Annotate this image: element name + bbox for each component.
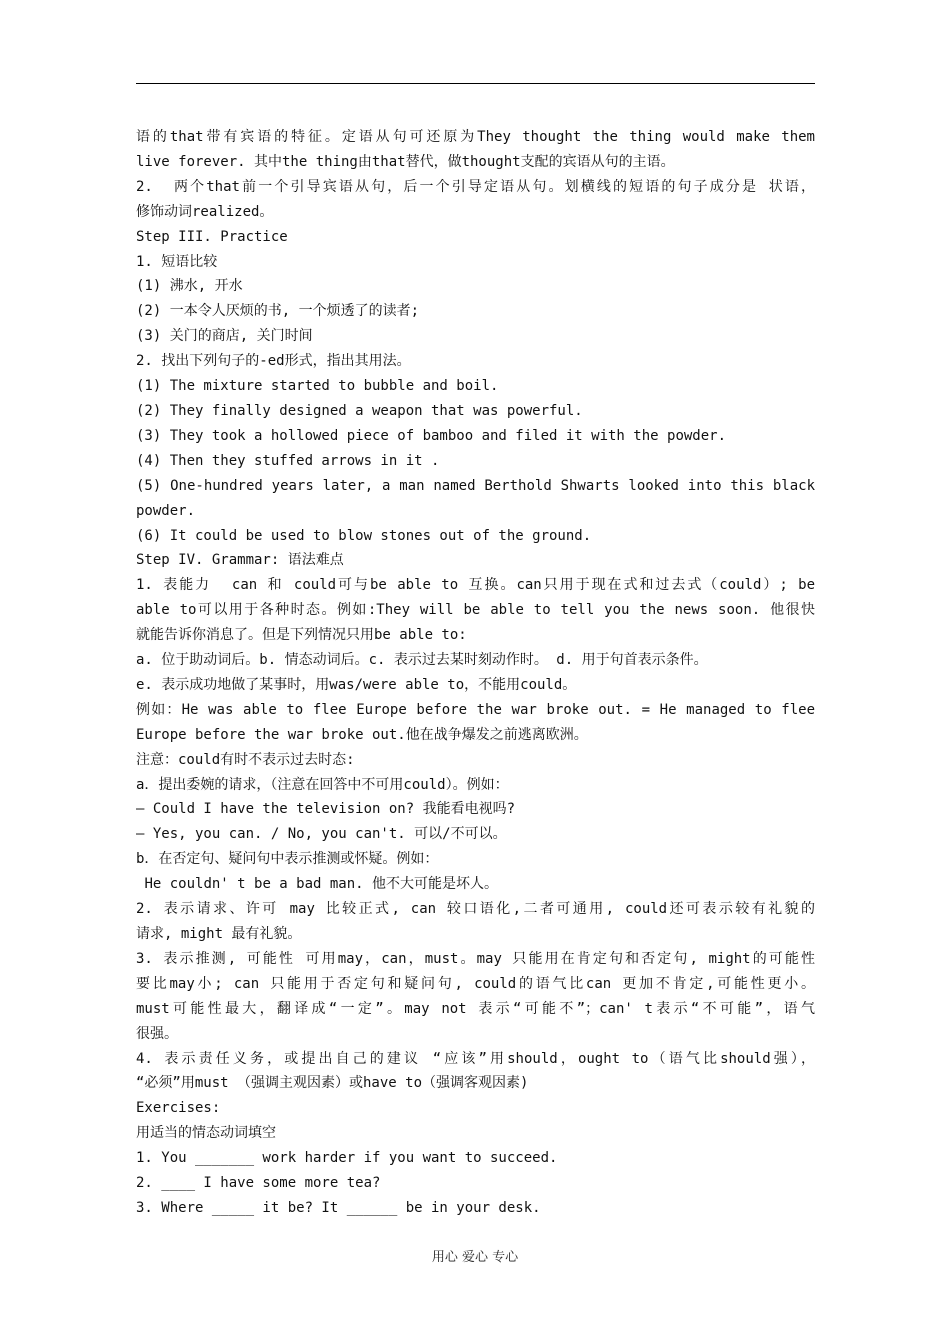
text-line: 语的that带有宾语的特征。定语从句可还原为They thought the thing would make them: [136, 129, 815, 145]
text-line: — Yes, you can. / No, you can't. 可以/不可以。: [136, 826, 507, 843]
text-line: live forever. 其中the thing由that替代，做thought支配的宾语从句的主语。: [136, 153, 675, 170]
list-item: (4) Then they stuffed arrows in it .: [136, 452, 440, 469]
list-item: (2) They finally designed a weapon that was powerful.: [136, 402, 583, 419]
text-line: 2. 找出下列句子的-ed形式，指出其用法。: [136, 353, 411, 370]
text-line: 注意：could有时不表示过去时态:: [136, 751, 355, 768]
list-item: (2) 一本令人厌烦的书, 一个烦透了的读者;: [136, 303, 419, 320]
exercise-item: 3. Where _____ it be? It ______ be in your desk.: [136, 1199, 541, 1216]
text-line: — Could I have the television on? 我能看电视吗?: [136, 801, 516, 818]
text-line: 3. 表示推测, 可能性 可用may，can，must。may 只能用在肯定句和否定句, might的可能性: [136, 950, 815, 967]
section-heading: Step IV. Grammar: 语法难点: [136, 552, 344, 569]
text-line: Europe before the war broke out.他在战争爆发之前逃离欧洲。: [136, 726, 588, 743]
text-line: b．在否定句、疑问句中表示推测或怀疑。例如：: [136, 851, 439, 868]
text-line: e. 表示成功地做了某事时，用was/were able to，不能用could。: [136, 676, 577, 693]
text-line: He couldn' t be a bad man. 他不大可能是坏人。: [136, 876, 499, 893]
text-line: powder.: [136, 502, 196, 519]
header-rule: [136, 83, 815, 84]
list-item: (6) It could be used to blow stones out of the ground.: [136, 527, 592, 544]
text-line: 例如：He was able to flee Europe before the war broke out. = He managed to flee: [136, 701, 815, 718]
list-item: (3) They took a hollowed piece of bamboo and filed it with the powder.: [136, 427, 727, 444]
text-line: a. 位于助动词后。b. 情态动词后。c. 表示过去某时刻动作时。 d. 用于句首表示条件。: [136, 652, 708, 669]
text-line: a．提出委婉的请求，（注意在回答中不可用could）。例如：: [136, 776, 509, 793]
text-line: able to可以用于各种时态。例如:They will be able to tell you the news soon. 他很快: [136, 602, 815, 619]
text-line: 就能告诉你消息了。但是下列情况只用be able to:: [136, 627, 467, 644]
text-line: must可能性最大，翻译成“一定”。may not 表示“可能不”；can' t表示“不可能”，语气: [136, 1000, 815, 1017]
text-line: 请求, might 最有礼貌。: [136, 926, 302, 942]
text-line: 用适当的情态动词填空: [136, 1125, 276, 1142]
text-line: 很强。: [136, 1025, 178, 1042]
exercise-item: 1. You _______ work harder if you want to succeed.: [136, 1150, 558, 1167]
text-line: 2. 表示请求、许可 may 比较正式, can 较口语化,二者可通用, could还可表示较有礼貌的: [136, 901, 815, 918]
list-item: (3) 关门的商店, 关门时间: [136, 328, 313, 345]
section-heading: Step III. Practice: [136, 228, 288, 245]
exercise-item: 2. ____ I have some more tea?: [136, 1175, 381, 1192]
text-line: 要比may小; can 只能用于否定句和疑问句, could的语气比can 更加不肯定,可能性更小。: [136, 975, 815, 992]
page-footer: 用心 爱心 专心: [431, 1250, 519, 1265]
list-item: (5) One-hundred years later, a man named Berthold Shwarts looked into this black: [136, 477, 815, 494]
text-line: “必须”用must （强调主观因素）或have to（强调客观因素): [136, 1075, 529, 1092]
text-line: 1. 表能力 can 和 could可与be able to 互换。can只用于现在式和过去式（could）; be: [136, 577, 815, 594]
text-line: 1. 短语比较: [136, 253, 218, 270]
page-body: [136, 125, 815, 1221]
text-line: 4. 表示责任义务，或提出自己的建议 “应该”用should，ought to（语气比should强），: [136, 1050, 815, 1067]
text-line: 2. 两个that前一个引导宾语从句，后一个引导定语从句。划横线的短语的句子成分是 状语，: [136, 178, 815, 195]
list-item: (1) The mixture started to bubble and boil.: [136, 378, 499, 395]
section-heading: Exercises:: [136, 1100, 221, 1117]
text-line: 修饰动词realized。: [136, 203, 274, 220]
list-item: (1) 沸水, 开水: [136, 278, 243, 295]
